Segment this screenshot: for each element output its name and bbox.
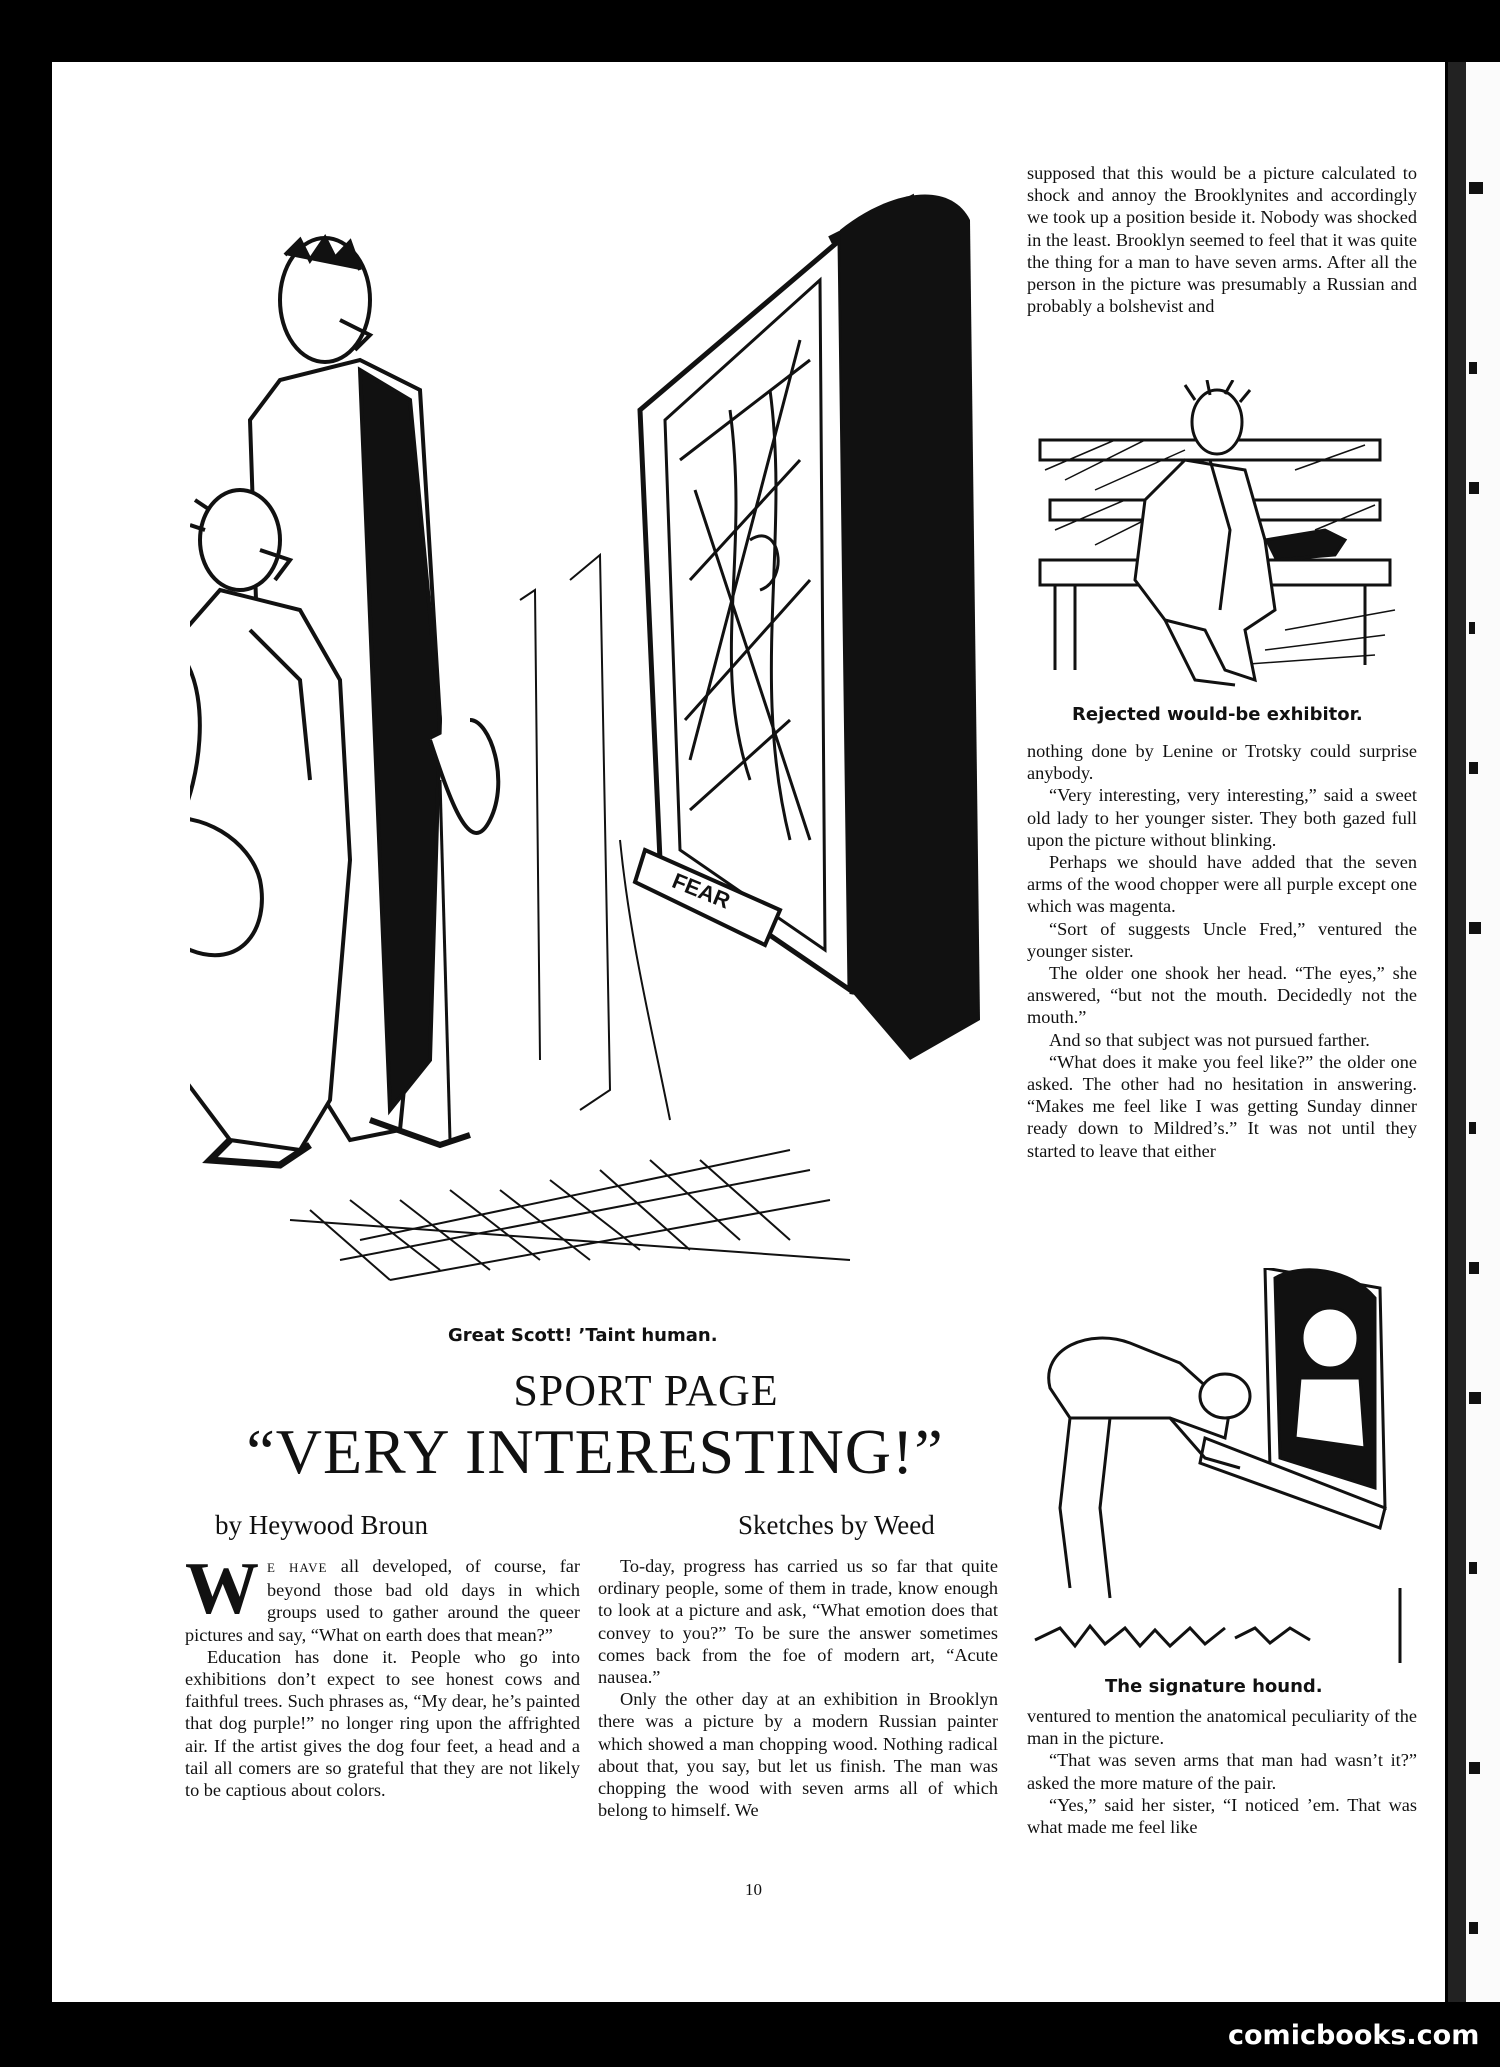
bench-illustration-caption: Rejected would-be exhibitor.	[1072, 704, 1363, 725]
article-column-2	[598, 1555, 998, 1821]
column-1-paragraph-2: Education has done it. People who go into exhibitions don’t expect to see honest cows and faithful trees. Such phrases as, “My dear, he’s painted that dog purple!” no longer ring upon the affrighted air. If the artist gives the dog four feet, a head and a tail all comers are so grateful that they are not likely to be captious about colors.	[185, 1646, 580, 1801]
painting-title-label: FEAR	[668, 867, 734, 914]
article-headline: “VERY INTERESTING!”	[246, 1416, 944, 1487]
column-3-paragraph-5: “Sort of suggests Uncle Fred,” ventured the younger sister.	[1027, 918, 1417, 961]
article-column-1	[185, 1548, 580, 1801]
column-3-paragraph-11: “Yes,” said her sister, “I noticed ’em. That was what made me feel like	[1027, 1794, 1417, 1838]
floor-hatching	[290, 1150, 850, 1280]
column-3-paragraph-10: “That was seven arms that man had wasn’t it?” asked the more mature of the pair.	[1027, 1750, 1417, 1793]
column-3-paragraph-8: “What does it make you feel like?” the older one asked. The other had no hesitation in answering. “Makes me feel like I was getting Sunday dinner ready down to Mildred’s.” It was not until they started to leave that either	[1027, 1051, 1417, 1161]
page-number: 10	[745, 1880, 762, 1899]
column-3-paragraph-7: And so that subject was not pursued farther.	[1049, 1029, 1370, 1050]
column-3-paragraph-9: ventured to mention the anatomical peculiarity of the man in the picture.	[1027, 1706, 1417, 1749]
facing-page-edge	[1466, 62, 1500, 2002]
main-illustration	[190, 160, 1025, 1325]
sketches-credit: Sketches by Weed	[738, 1510, 935, 1540]
seated-man-figure	[1135, 380, 1345, 685]
column-3-paragraph-4: Perhaps we should have added that the seven arms of the wood chopper were all purple except one which was magenta.	[1027, 852, 1417, 917]
painting-title-plate	[635, 850, 780, 945]
small-caps-opening: E HAVE	[267, 1560, 328, 1575]
painting-abstract-lines	[680, 340, 810, 840]
signature-illustration-caption: The signature hound.	[1105, 1676, 1323, 1697]
column-3-paragraph-3: “Very interesting, very interesting,” said a sweet old lady to her younger sister. They both gazed full upon the picture without blinking.	[1027, 785, 1417, 850]
article-column-3-top	[1027, 162, 1417, 317]
column-2-paragraph-2: Only the other day at an exhibition in Brooklyn there was a picture by a modern Russian painter which showed a man chopping wood. Nothing radical about that, you say, but let us finish. The man was chopping the wood with seven arms all of which belong to himself. We	[598, 1689, 998, 1821]
article-column-3-bottom	[1027, 1705, 1417, 1838]
author-byline: by Heywood Broun	[215, 1510, 428, 1540]
article-column-3-middle	[1027, 740, 1417, 1162]
column-1-paragraph-1: W E HAVE all developed, of course, far beyond those bad old days in which groups used to gather around the queer pictures and say, “What on earth does that mean?”	[185, 1548, 580, 1645]
site-watermark: comicbooks.com	[1228, 2020, 1480, 2051]
dark-wall-hatch	[840, 195, 980, 1060]
bench-illustration	[1035, 380, 1410, 695]
main-illustration-caption: Great Scott! ’Taint human.	[448, 1325, 718, 1346]
section-kicker: SPORT PAGE	[513, 1366, 779, 1415]
column-3-paragraph-6: The older one shook her head. “The eyes,” she answered, “but not the mouth. Decidedly not the mouth.”	[1027, 963, 1417, 1028]
column-3-paragraph-2: nothing done by Lenine or Trotsky could surprise anybody.	[1027, 741, 1417, 784]
signature-scribble	[1035, 1588, 1400, 1663]
binding-spine	[1448, 62, 1466, 2002]
column-3-paragraph-1: supposed that this would be a picture calculated to shock and annoy the Brooklynites and accordingly we took up a position beside it. Nobody was shocked in the least. Brooklyn seemed to feel that it was quite the thing for a man to have seven arms. After all the person in the picture was presumably a Russian and probably a bolshevist and	[1027, 163, 1417, 317]
signature-hound-illustration	[1030, 1268, 1415, 1668]
drop-cap: W	[185, 1548, 259, 1630]
column-2-paragraph-1: To-day, progress has carried us so far that quite ordinary people, some of them in trade, know enough to look at a picture and ask, “What emotion does that convey to you?” To be sure the answer sometimes comes back from the foe of modern art, “Acute nausea.”	[598, 1556, 998, 1688]
